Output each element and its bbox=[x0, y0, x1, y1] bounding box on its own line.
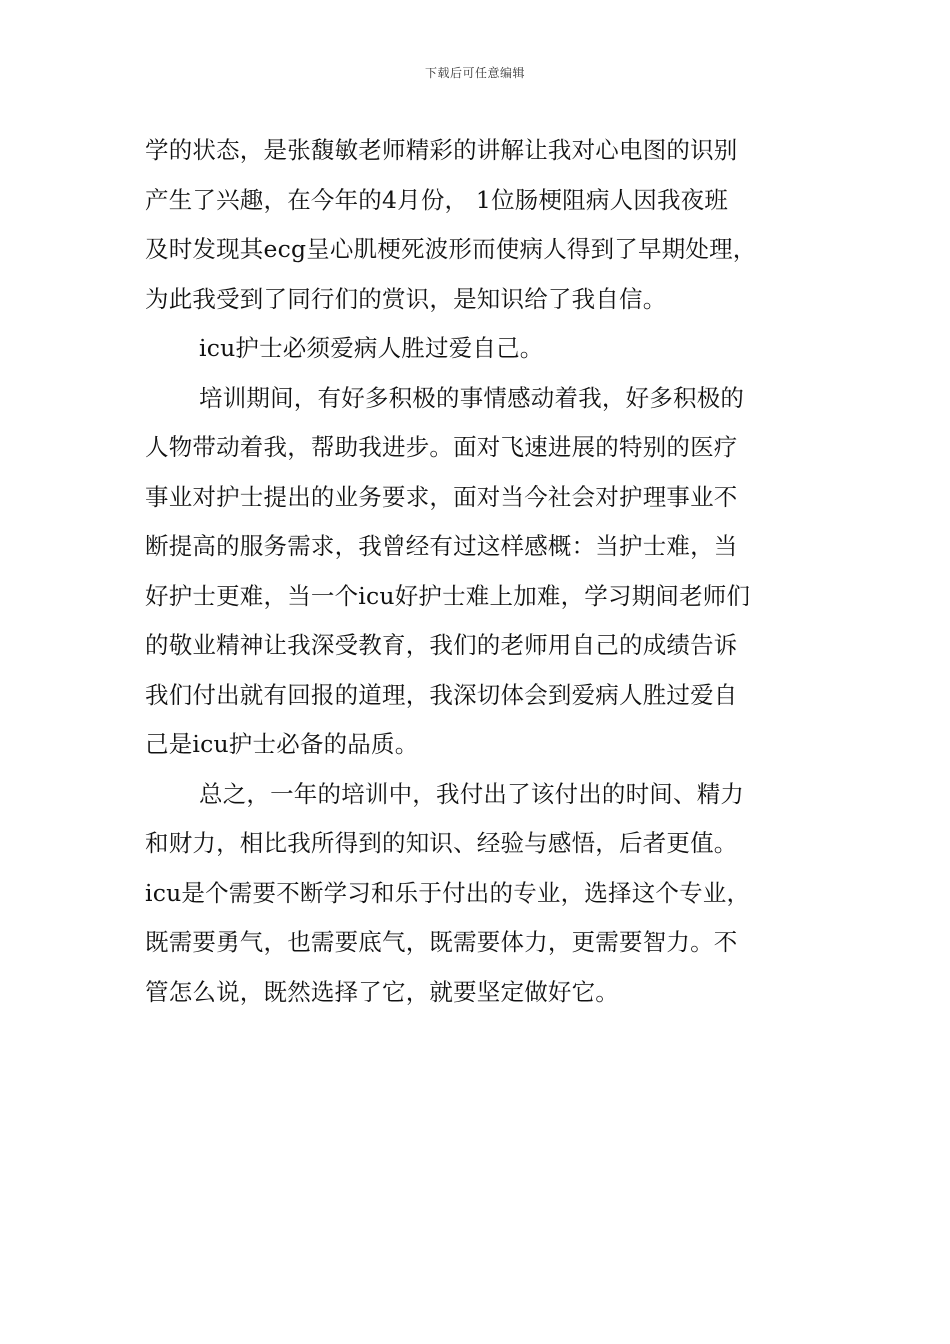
page-header: 下载后可任意编辑 bbox=[424, 66, 525, 80]
text-line: 总之，一年的培训中，我付出了该付出的时间、精力 bbox=[199, 779, 745, 808]
paragraph-heading: icu护士必须爱病人胜过爱自己。 bbox=[199, 334, 544, 362]
document-body bbox=[145, 126, 825, 1017]
text-line: 和财力，相比我所得到的知识、经验与感悟，后者更值。 bbox=[145, 829, 738, 857]
text-line: 培训期间，有好多积极的事情感动着我，好多积极的 bbox=[199, 383, 745, 412]
text-line: 管怎么说，既然选择了它，就要坚定做好它。 bbox=[145, 977, 619, 1006]
text-line: 产生了兴趣，在今年的4月份， 1位肠梗阻病人因我夜班 bbox=[145, 185, 729, 214]
text-line: 人物带动着我，帮助我进步。面对飞速进展的特别的医疗 bbox=[145, 433, 738, 461]
text-line: 我们付出就有回报的道理，我深切体会到爱病人胜过爱自 bbox=[145, 680, 738, 709]
text-line: 学的状态，是张馥敏老师精彩的讲解让我对心电图的识别 bbox=[145, 136, 738, 164]
text-line: 好护士更难，当一个icu好护士难上加难，学习期间老师们 bbox=[145, 581, 751, 610]
text-line: 事业对护士提出的业务要求，面对当今社会对护理事业不 bbox=[145, 482, 738, 511]
text-line: icu是个需要不断学习和乐于付出的专业，选择这个专业， bbox=[145, 878, 751, 907]
text-line: 既需要勇气，也需要底气，既需要体力，更需要智力。不 bbox=[145, 928, 738, 956]
text-line: 断提高的服务需求，我曾经有过这样感概：当护士难，当 bbox=[145, 532, 738, 560]
text-line: 己是icu护士必备的品质。 bbox=[145, 730, 419, 758]
text-line: 及时发现其ecg呈心肌梗死波形而使病人得到了早期处理， bbox=[145, 235, 757, 263]
text-line: 为此我受到了同行们的赏识，是知识给了我自信。 bbox=[145, 284, 667, 313]
text-line: 的敬业精神让我深受教育，我们的老师用自己的成绩告诉 bbox=[145, 631, 738, 659]
